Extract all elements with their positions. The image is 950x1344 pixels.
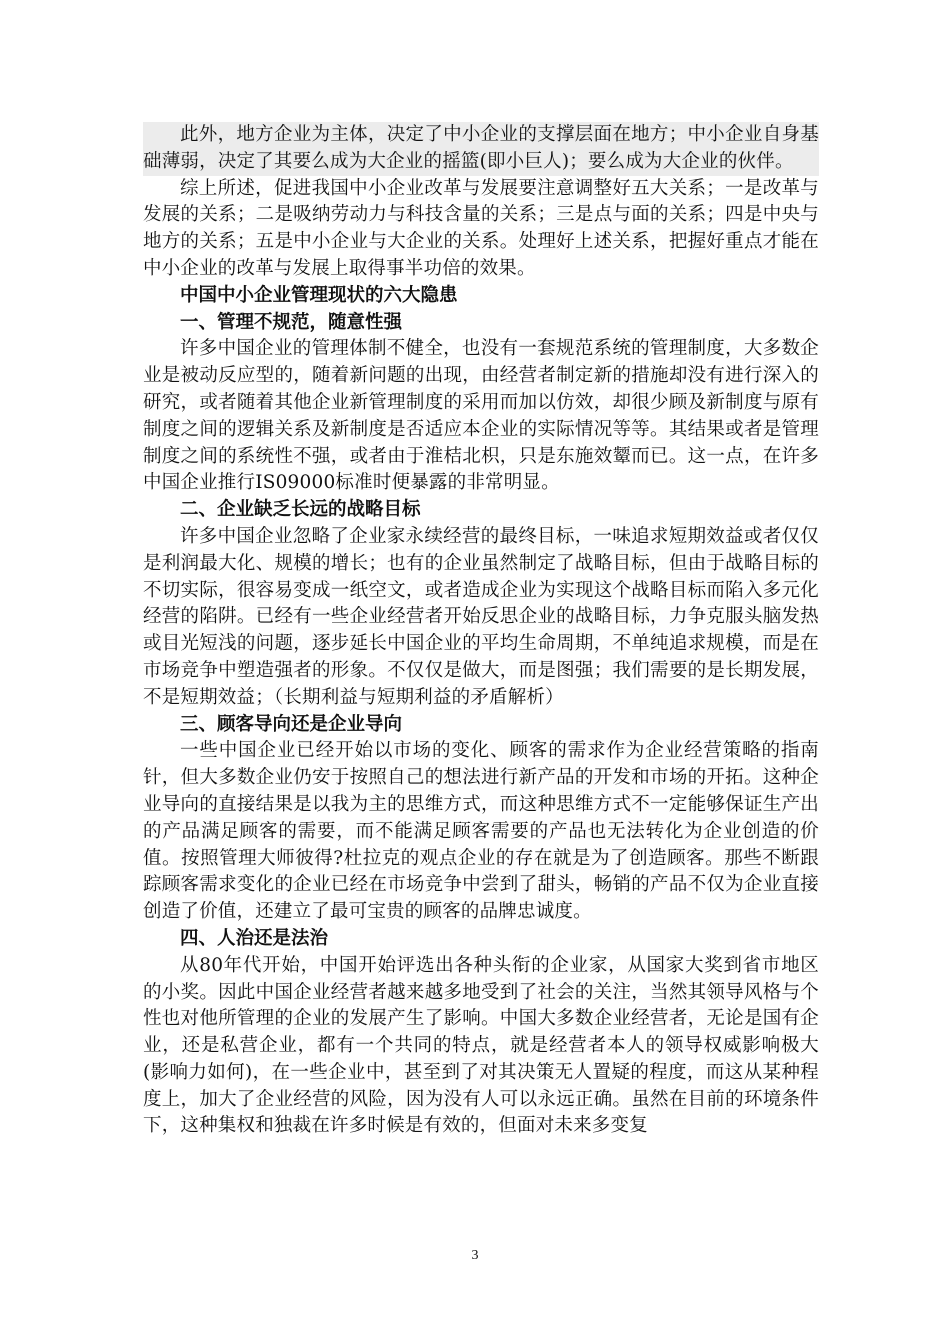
section-heading-4: 四、人治还是法治 xyxy=(180,927,329,949)
section-heading-2: 二、企业缺乏长远的战略目标 xyxy=(180,499,421,521)
section-heading-3: 三、顾客导向还是企业导向 xyxy=(180,713,403,735)
section-text-3: 一些中国企业已经开始以市场的变化、顾客的需求作为企业经营策略的指南针，但大多数企业仍安于按照自己的想法进行新产品的开发和市场的开拓。这种企业导向的直接结果是以我为主的思维方式，而这种思维方式不一定能够保证生产出的产品满足顾客的需要，而不能满足顾客需要的产品也无法转化为企业创造的价值。按照管理大师彼得?杜拉克的观点企业的存在就是为了创造顾客。那些不断跟踪顾客需求变化的企业已经在市场竞争中尝到了甜头，畅销的产品不仅为企业直接创造了价值，还建立了最可宝贵的顾客的品牌忠诚度。 xyxy=(143,740,819,923)
section-text-4: 从80年代开始，中国开始评选出各种头衔的企业家，从国家大奖到省市地区的小奖。因此中国企业经营者越来越多地受到了社会的关注，当然其领导风格与个性也对他所管理的企业的发展产生了影响。中国大多数企业经营者，无论是国有企业，还是私营企业，都有一个共同的特点，就是经营者本人的领导权威影响极大(影响力如何)，在一些企业中，甚至到了对其决策无人置疑的程度，而这从某种程度上，加大了企业经营的风险，因为没有人可以永远正确。虽然在目前的环境条件下，这种集权和独裁在许多时候是有效的，但面对未来多变复 xyxy=(143,954,819,1137)
paragraph-summary: 综上所述，促进我国中小企业改革与发展要注意调整好五大关系；一是改革与发展的关系；二是吸纳劳动力与科技含量的关系；三是点与面的关系；四是中央与地方的关系；五是中小企业与大企业的关系。处理好上述关系，把握好重点才能在中小企业的改革与发展上取得事半功倍的效果。 xyxy=(143,177,819,279)
section-heading-1: 一、管理不规范，随意性强 xyxy=(180,311,403,333)
paragraph-intro: 此外，地方企业为主体，决定了中小企业的支撑层面在地方；中小企业自身基础薄弱，决定了其要么成为大企业的摇篮(即小巨人)；要么成为大企业的伙伴。 xyxy=(143,122,819,176)
page-content xyxy=(143,122,819,1140)
section-text-1: 许多中国企业的管理体制不健全，也没有一套规范系统的管理制度，大多数企业是被动反应型的，随着新问题的出现，由经营者制定新的措施却没有进行深入的研究，或者随着其他企业新管理制度的采用而加以仿效，却很少顾及新制度与原有制度之间的逻辑关系及新制度是否适应本企业的实际情况等等。其结果或者是管理制度之间的系统性不强，或者由于淮桔北枳，只是东施效颦而已。这一点，在许多中国企业推行IS09000标准时便暴露的非常明显。 xyxy=(143,338,819,494)
section-text-2: 许多中国企业忽略了企业家永续经营的最终目标，一味追求短期效益或者仅仅是利润最大化、规模的增长；也有的企业虽然制定了战略目标，但由于战略目标的不切实际，很容易变成一纸空文，或者造成企业为实现这个战略目标而陷入多元化经营的陷阱。已经有一些企业经营者开始反思企业的战略目标，力争克服头脑发热或目光短浅的问题，逐步延长中国企业的平均生命周期，不单纯追求规模，而是在市场竞争中塑造强者的形象。不仅仅是做大，而是图强；我们需要的是长期发展，不是短期效益；（长期利益与短期利益的矛盾解析） xyxy=(143,525,819,708)
page-number: 3 xyxy=(471,1248,479,1263)
main-title: 中国中小企业管理现状的六大隐患 xyxy=(180,284,458,306)
